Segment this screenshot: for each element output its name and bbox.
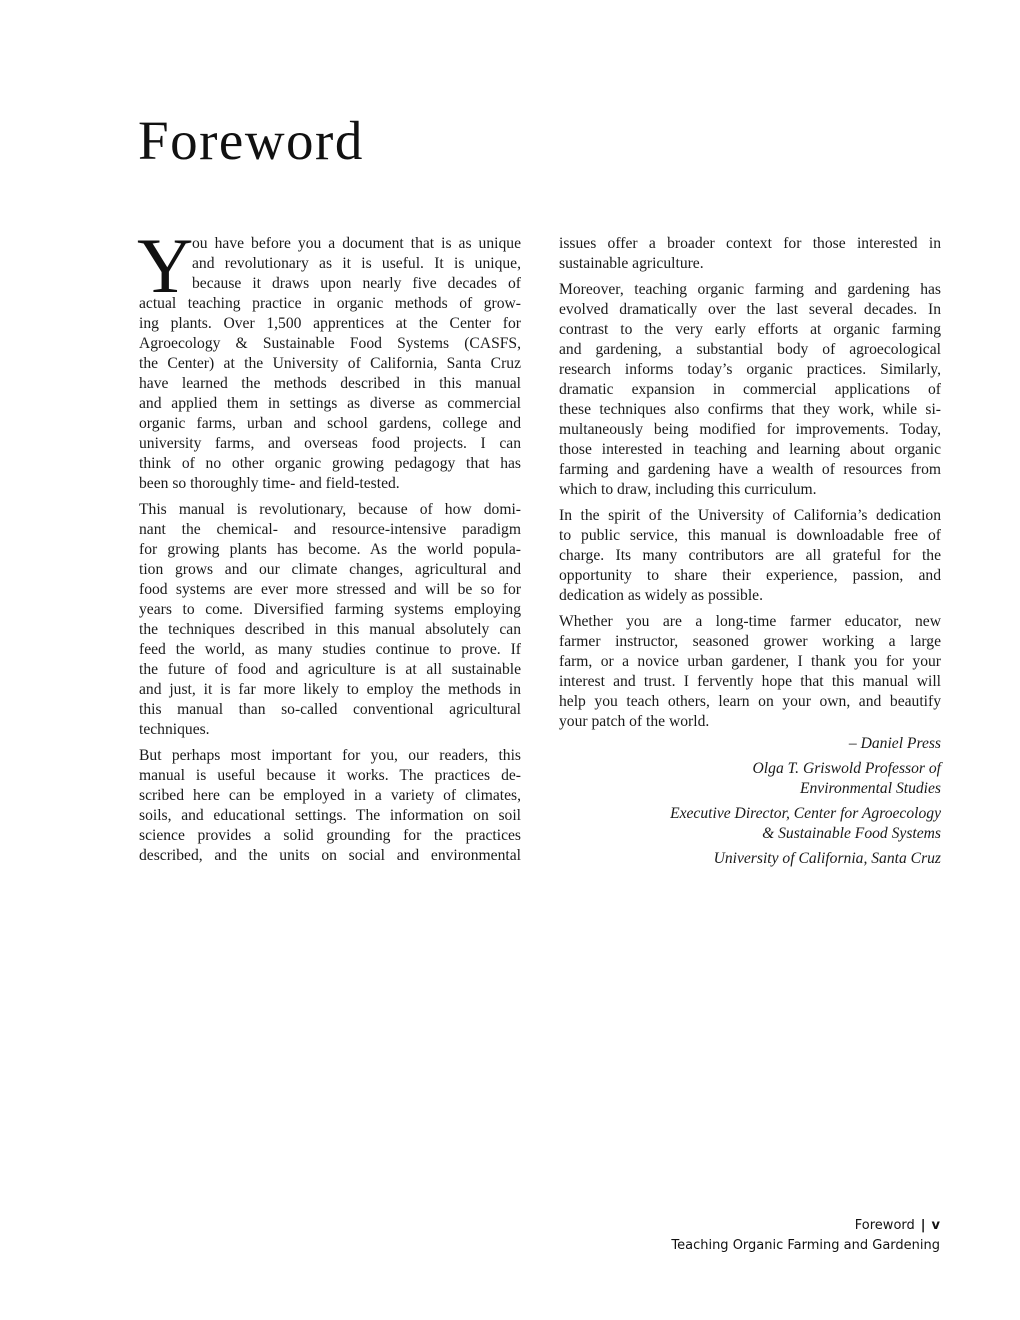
text-line: those interested in teaching and learning about organic [559,441,941,458]
text-line: issues offer a broader context for those interested in [559,235,941,252]
text-line: organic farms, urban and school gardens, college and [139,415,521,432]
paragraph-5 [559,280,941,500]
signature-block [559,734,941,869]
text-line: have learned the methods described in this manual [139,375,521,392]
text-line: ou have before you a document that is as unique [192,235,521,252]
text-line: years to come. Diversified farming systems employing [139,601,521,618]
text-line: tion grows and our climate changes, agricultural and [139,561,521,578]
text-line: dramatic expansion in commercial applications of [559,381,941,398]
paragraph-7 [559,612,941,732]
text-line: opportunity to share their experience, passion, and [559,567,941,584]
text-line: and revolutionary as it is useful. It is unique, [192,255,521,272]
text-line: the Center) at the University of California, Santa Cruz [139,355,521,372]
text-line: This manual is revolutionary, because of how domi- [139,501,521,518]
text-line: the techniques described in this manual absolutely can [139,621,521,638]
page-title: Foreword [138,110,364,171]
text-line: scribed here can be employed in a variety of climates, [139,787,521,804]
text-line: think of no other organic growing pedagogy that has [139,455,521,472]
author-name: – Daniel Press [848,735,941,752]
text-line: sustainable agriculture. [559,255,704,272]
text-line: In the spirit of the University of California’s dedication [559,507,941,524]
paragraph-1 [137,222,521,494]
text-line: actual teaching practice in organic methods of grow- [139,295,521,312]
paragraph-4 [559,234,941,274]
footer-section: Foreword [854,1218,915,1233]
text-line: soils, and educational settings. The information on soil [139,807,521,824]
text-line: But perhaps most important for you, our readers, this [139,747,521,764]
text-line: farmer instructor, seasoned grower working a large [559,633,941,650]
text-line: Whether you are a long-time farmer educator, new [559,613,941,630]
text-line: and just, it is far more likely to employ the methods in [139,681,521,698]
text-line: charge. Its many contributors are all grateful for the [559,547,941,564]
text-line: Agroecology & Sustainable Food Systems (CASFS, [139,335,521,352]
text-line: ing plants. Over 1,500 apprentices at the Center for [139,315,521,332]
text-line: described, and the units on social and environmental [139,847,521,864]
text-line: interest and trust. I fervently hope that this manual will [559,673,941,690]
text-line: for growing plants has become. As the world popula- [139,541,521,558]
text-line: farm, or a novice urban gardener, I thank you for your [559,653,941,670]
text-line: manual is useful because it works. The practices de- [139,767,521,784]
text-line: your patch of the world. [559,713,710,730]
author-title-line: Environmental Studies [799,780,941,797]
text-line: because it draws upon nearly five decades of [192,275,521,292]
signature-role [559,804,941,844]
paragraph-2 [139,500,521,740]
author-title-line: Olga T. Griswold Professor of [752,760,941,777]
text-line: help you teach others, learn on your own, and beautify [559,693,941,710]
text-line: and gardening, a substantial body of agroecological [559,341,941,358]
text-line: feed the world, as many studies continue to prove. If [139,641,521,658]
text-line: contrast to the very early efforts at organic farming [559,321,941,338]
footer-separator: | [920,1218,926,1233]
left-column [137,222,521,872]
signature-title [559,759,941,799]
text-line: dedication as widely as possible. [559,587,763,604]
text-line: and applied them in settings as diverse as commercial [139,395,521,412]
author-role-line: Executive Director, Center for Agroecology [670,805,941,822]
author-role-line: & Sustainable Food Systems [762,825,941,842]
author-institution: University of California, Santa Cruz [713,850,941,867]
text-line: science provides a solid grounding for the practices [139,827,521,844]
text-line: nant the chemical- and resource-intensive paradigm [139,521,521,538]
text-line: which to draw, including this curriculum. [559,481,817,498]
text-line: evolved dramatically over the last several decades. In [559,301,941,318]
page-footer [671,1216,940,1256]
paragraph-6 [559,506,941,606]
page-number: v [931,1218,940,1233]
text-line: university farms, and overseas food projects. I can [139,435,521,452]
text-line: techniques. [139,721,210,738]
text-line: the future of food and agriculture is at all sustainable [139,661,521,678]
text-line: multaneously being modified for improvements. Today, [559,421,941,438]
text-line: this manual than so-called conventional agricultural [139,701,521,718]
text-line: to public service, this manual is downloadable free of [559,527,941,544]
footer-book-title: Teaching Organic Farming and Gardening [671,1238,940,1253]
dropcap-letter: Y [137,222,194,309]
footer-section-line [671,1216,940,1236]
text-line: food systems are ever more stressed and will be so for [139,581,521,598]
text-line: research informs today’s organic practices. Similarly, [559,361,941,378]
paragraph-3 [139,746,521,866]
text-line: these techniques also confirms that they work, while si- [559,401,941,418]
text-line: Moreover, teaching organic farming and gardening has [559,281,941,298]
signature-name [559,734,941,754]
right-column [559,234,941,874]
text-line: been so thoroughly time- and field-tested. [139,475,400,492]
text-line: farming and gardening have a wealth of resources from [559,461,941,478]
signature-institution [559,849,941,869]
